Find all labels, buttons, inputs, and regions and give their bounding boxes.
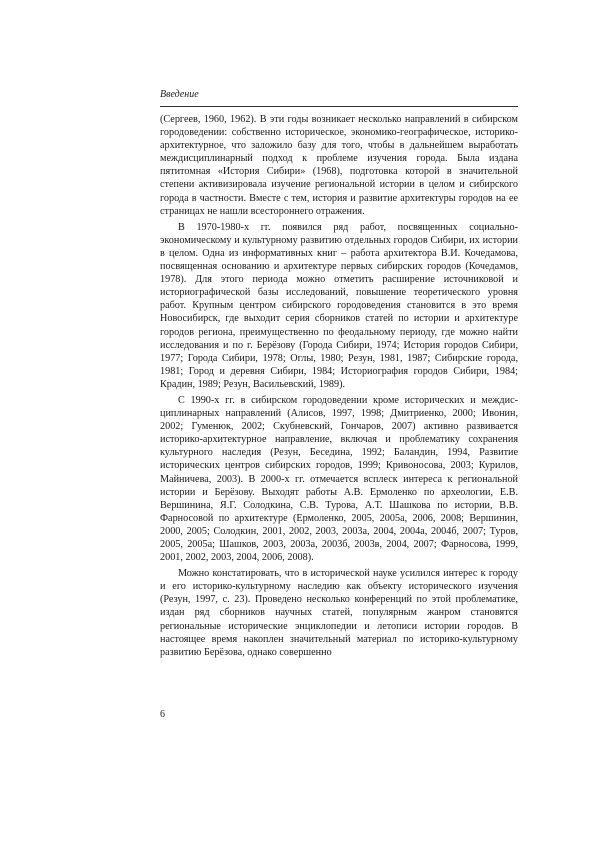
paragraph-2: В 1970-1980-х гг. появился ряд работ, посвященных социально-экономическому и культурному развитию отдельных городов Сибири, их истории в целом. Одна из информативных книг – работа архитектора В.И. Кочедамова, посвященная основанию и архитектуре первых сибирских городов (Кочедамов, 1978). Для этого периода можно отметить расширение источниковой и историографической базы исследований, повышение теоретического уровня работ. Крупным центром сибирского городоведения становится в это время Новосибирск, где выходит серия сборников статей по истории и архитектуре городов региона, преимущественно по феодальному периоду, где можно найти исследования и по г. Берёзову (Города Сибири, 1974; История городов Сибири, 1977; Города Сибири, 1978; Оглы, 1980; Резун, 1981, 1987; Сибирские города, 1981; Город и деревня Сибири, 1984; Историография городов Сибири, 1984; Крадин, 1989; Резун, Васильевский, 1989). xyxy=(160,221,518,390)
running-header-title: Введение xyxy=(160,89,199,100)
page-number: 6 xyxy=(160,709,165,720)
main-text xyxy=(160,113,518,662)
paragraph-4: Можно констатировать, что в исторической науке усилился интерес к городу и его историко-культурному наследию как объекту исторического изучения (Резун, 1997, с. 23). Проведено несколько конференций по этой проблематике, издан ряд сборников научных статей, популярным жанром становятся региональные исторические энциклопедии и летописи истории городов. В настоящее время накоплен значительный материал по историко-культурному развитию Берёзова, однако совершенно xyxy=(160,568,518,658)
header-divider xyxy=(160,106,518,107)
paragraph-3: С 1990-х гг. в сибирском городоведении кроме исторических и междисциплинарных направлений (Алисов, 1997, 1998; Дмитриенко, 2000; Ивонин, 2002; Гуменюк, 2002; Скубневский, Гончаров, 2007) активно развивается историко-архитектурное направление, включая и проблематику сохранения культурного наследия (Резун, Беседина, 1992; Баландин, 1994, Развитие исторических центров сибирских городов, 1999; Кривоносова, 2003; Курилов, Майничева, 2003). В 2000-х гг. отмечается всплеск интереса к региональной истории и Берёзову. Выходят работы А.В. Ермоленко по археологии, Е.В. Вершинина, Я.Г. Солодкина, С.В. Турова, А.Т. Шашкова по истории, В.В. Фарносовой по архитектуре (Ермоленко, 2005, 2005а, 2006, 2008; Вершинин, 2000, 2005; Солодкин, 2001, 2002, 2003, 2003а, 2004, 2004а, 2004б, 2007; Туров, 2005, 2005а; Шашков, 2003, 2003а, 2003б, 2003в, 2004, 2007; Фарносова, 1999, 2001, 2002, 2003, 2004, 2006, 2008). xyxy=(160,394,518,564)
paragraph-1: (Сергеев, 1960, 1962). В эти годы возникает несколько направлений в сибирском городоведении: собственно историческое, экономико-географическое, историко-архитектурное, что заложило базу для того, чтобы в дальнейшем выработать междисциплинарный подход к проблеме изучения города. Была издана пятитомная «История Сибири» (1968), подготовка которой в значительной степени активизировала изучение региональной истории в целом и сибирского города в частности. Вместе с тем, история и развитие архитектуры городов на ее страницах не нашли всестороннего отражения. xyxy=(160,114,518,217)
